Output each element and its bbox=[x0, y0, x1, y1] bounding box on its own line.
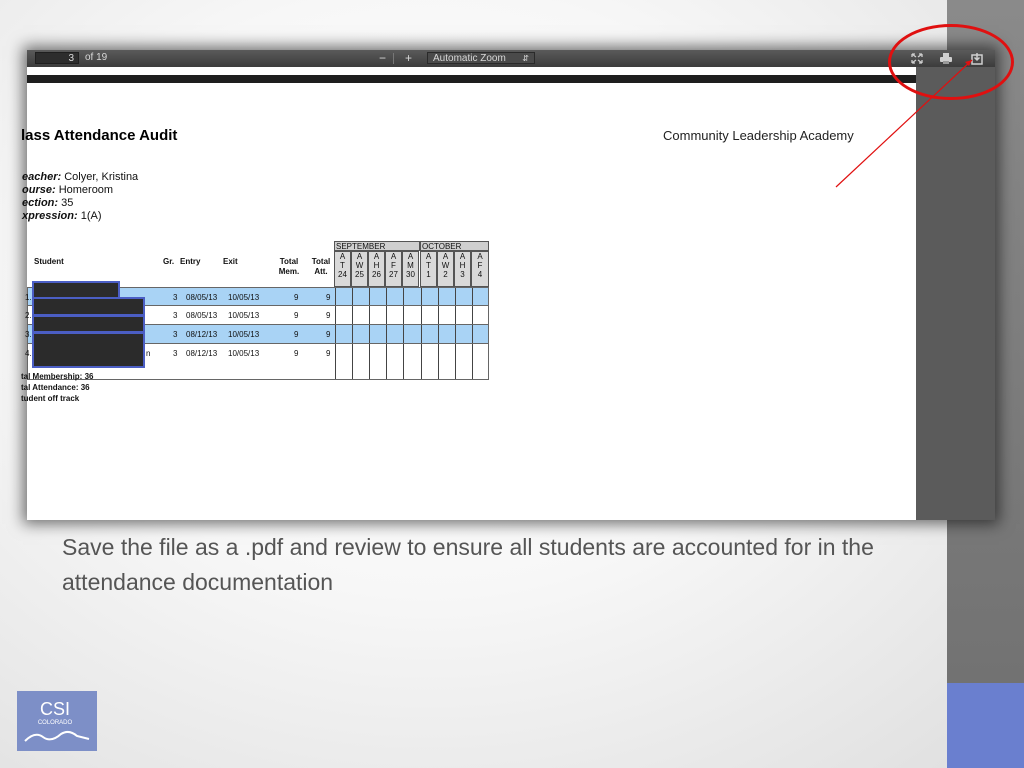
row-total-att: 9 bbox=[326, 311, 331, 320]
row-entry: 08/05/13 bbox=[186, 293, 218, 302]
report-title: lass Attendance Audit bbox=[21, 127, 178, 144]
page-header-bar bbox=[27, 75, 916, 83]
row-exit: 10/05/13 bbox=[228, 349, 260, 358]
day-header bbox=[437, 251, 454, 287]
day-dow: W bbox=[441, 261, 450, 270]
row-name-fragment: n bbox=[146, 349, 151, 358]
course-label: ourse: bbox=[22, 184, 56, 196]
day-header bbox=[471, 251, 489, 287]
csi-logo bbox=[17, 691, 97, 751]
row-total-att: 9 bbox=[326, 349, 331, 358]
row-number: 2. bbox=[25, 311, 32, 320]
day-date: 3 bbox=[460, 270, 465, 279]
day-code: A bbox=[459, 252, 466, 261]
svg-text:CSI: CSI bbox=[39, 699, 71, 719]
day-dow: F bbox=[391, 261, 396, 270]
day-header bbox=[454, 251, 471, 287]
redacted-name bbox=[32, 332, 145, 368]
day-header bbox=[402, 251, 419, 287]
section-value: 35 bbox=[61, 197, 74, 209]
teacher-value: Colyer, Kristina bbox=[64, 171, 139, 183]
zoom-in-button[interactable]: + bbox=[405, 51, 413, 65]
day-code: A bbox=[442, 252, 449, 261]
row-exit: 10/05/13 bbox=[228, 311, 260, 320]
expression-label: xpression: bbox=[22, 210, 78, 222]
day-dow: F bbox=[477, 261, 483, 270]
page-count: of 19 bbox=[85, 52, 108, 63]
zoom-select[interactable] bbox=[427, 52, 535, 64]
row-grade: 3 bbox=[173, 293, 178, 302]
section-label: ection: bbox=[22, 197, 59, 209]
redacted-name bbox=[32, 297, 145, 316]
col-exit: Exit bbox=[223, 257, 238, 266]
row-total-mem: 9 bbox=[294, 311, 299, 320]
row-total-mem: 9 bbox=[294, 293, 299, 302]
day-code: A bbox=[425, 252, 432, 261]
day-date: 1 bbox=[426, 270, 431, 279]
attendance-grid bbox=[335, 288, 490, 305]
svg-text:COLORADO: COLORADO bbox=[37, 720, 73, 726]
day-header bbox=[334, 251, 351, 287]
day-code: A bbox=[373, 252, 380, 261]
row-number: 4. bbox=[25, 349, 32, 358]
day-header bbox=[351, 251, 368, 287]
school-name: Community Leadership Academy bbox=[663, 128, 854, 143]
day-dow: T bbox=[426, 261, 431, 270]
day-dow: H bbox=[459, 261, 466, 270]
attendance-grid bbox=[335, 306, 490, 324]
expression-line bbox=[22, 210, 101, 222]
toolbar-divider bbox=[393, 53, 394, 64]
row-grade: 3 bbox=[173, 311, 178, 320]
row-exit: 10/05/13 bbox=[228, 293, 260, 302]
page-number-input[interactable]: 3 bbox=[35, 52, 79, 64]
col-entry: Entry bbox=[180, 257, 201, 266]
col-total-mem: Total Mem. bbox=[278, 257, 300, 276]
day-header bbox=[385, 251, 402, 287]
redacted-name bbox=[32, 315, 145, 333]
col-total-att: Total Att. bbox=[311, 257, 331, 276]
row-entry: 08/12/13 bbox=[186, 349, 218, 358]
course-value: Homeroom bbox=[58, 184, 114, 196]
row-entry: 08/05/13 bbox=[186, 311, 218, 320]
zoom-out-button[interactable]: − bbox=[379, 51, 387, 65]
day-dow: W bbox=[355, 261, 364, 270]
pdf-page bbox=[21, 67, 916, 520]
chevron-down-icon: ⇵ bbox=[522, 54, 529, 63]
off-track-note: tudent off track bbox=[21, 394, 80, 403]
day-code: A bbox=[356, 252, 363, 261]
expression-value: 1(A) bbox=[80, 210, 102, 222]
day-header bbox=[420, 251, 437, 287]
course-line bbox=[22, 184, 113, 196]
row-number: 3. bbox=[25, 330, 32, 339]
col-student: Student bbox=[34, 257, 64, 266]
slide-accent-block bbox=[947, 683, 1024, 768]
day-date: 25 bbox=[355, 270, 364, 279]
attendance-grid bbox=[335, 325, 490, 343]
total-attendance: tal Attendance: 36 bbox=[21, 383, 90, 392]
row-grade: 3 bbox=[173, 349, 178, 358]
row-grade: 3 bbox=[173, 330, 178, 339]
day-date: 24 bbox=[338, 270, 347, 279]
day-date: 4 bbox=[477, 270, 483, 279]
zoom-select-value: Automatic Zoom bbox=[433, 53, 506, 64]
day-date: 27 bbox=[389, 270, 398, 279]
day-date: 2 bbox=[443, 270, 448, 279]
teacher-line bbox=[22, 171, 138, 183]
section-line bbox=[22, 197, 73, 209]
day-dow: T bbox=[340, 261, 345, 270]
day-date: 30 bbox=[406, 270, 415, 279]
attendance-grid bbox=[335, 344, 490, 379]
day-code: A bbox=[477, 252, 483, 261]
day-date: 26 bbox=[372, 270, 381, 279]
row-total-mem: 9 bbox=[294, 349, 299, 358]
slide-caption: Save the file as a .pdf and review to ensure all students are accounted for in the attendance documentation bbox=[62, 534, 874, 595]
row-exit: 10/05/13 bbox=[228, 330, 260, 339]
row-entry: 08/12/13 bbox=[186, 330, 218, 339]
day-dow: M bbox=[407, 261, 414, 270]
day-header bbox=[368, 251, 385, 287]
teacher-label: eacher: bbox=[22, 171, 62, 183]
month-september: SEPTEMBER bbox=[334, 241, 420, 251]
total-membership: tal Membership: 36 bbox=[21, 372, 94, 381]
col-grade: Gr. bbox=[163, 257, 175, 266]
day-code: A bbox=[339, 252, 346, 261]
day-code: A bbox=[390, 252, 397, 261]
row-total-att: 9 bbox=[326, 330, 331, 339]
row-number: 1. bbox=[25, 293, 32, 302]
csi-logo-mark bbox=[17, 691, 97, 751]
row-total-att: 9 bbox=[326, 293, 331, 302]
month-october: OCTOBER bbox=[420, 241, 489, 251]
day-code: A bbox=[407, 252, 414, 261]
callout-arrow bbox=[830, 52, 980, 192]
day-dow: H bbox=[373, 261, 380, 270]
row-total-mem: 9 bbox=[294, 330, 299, 339]
